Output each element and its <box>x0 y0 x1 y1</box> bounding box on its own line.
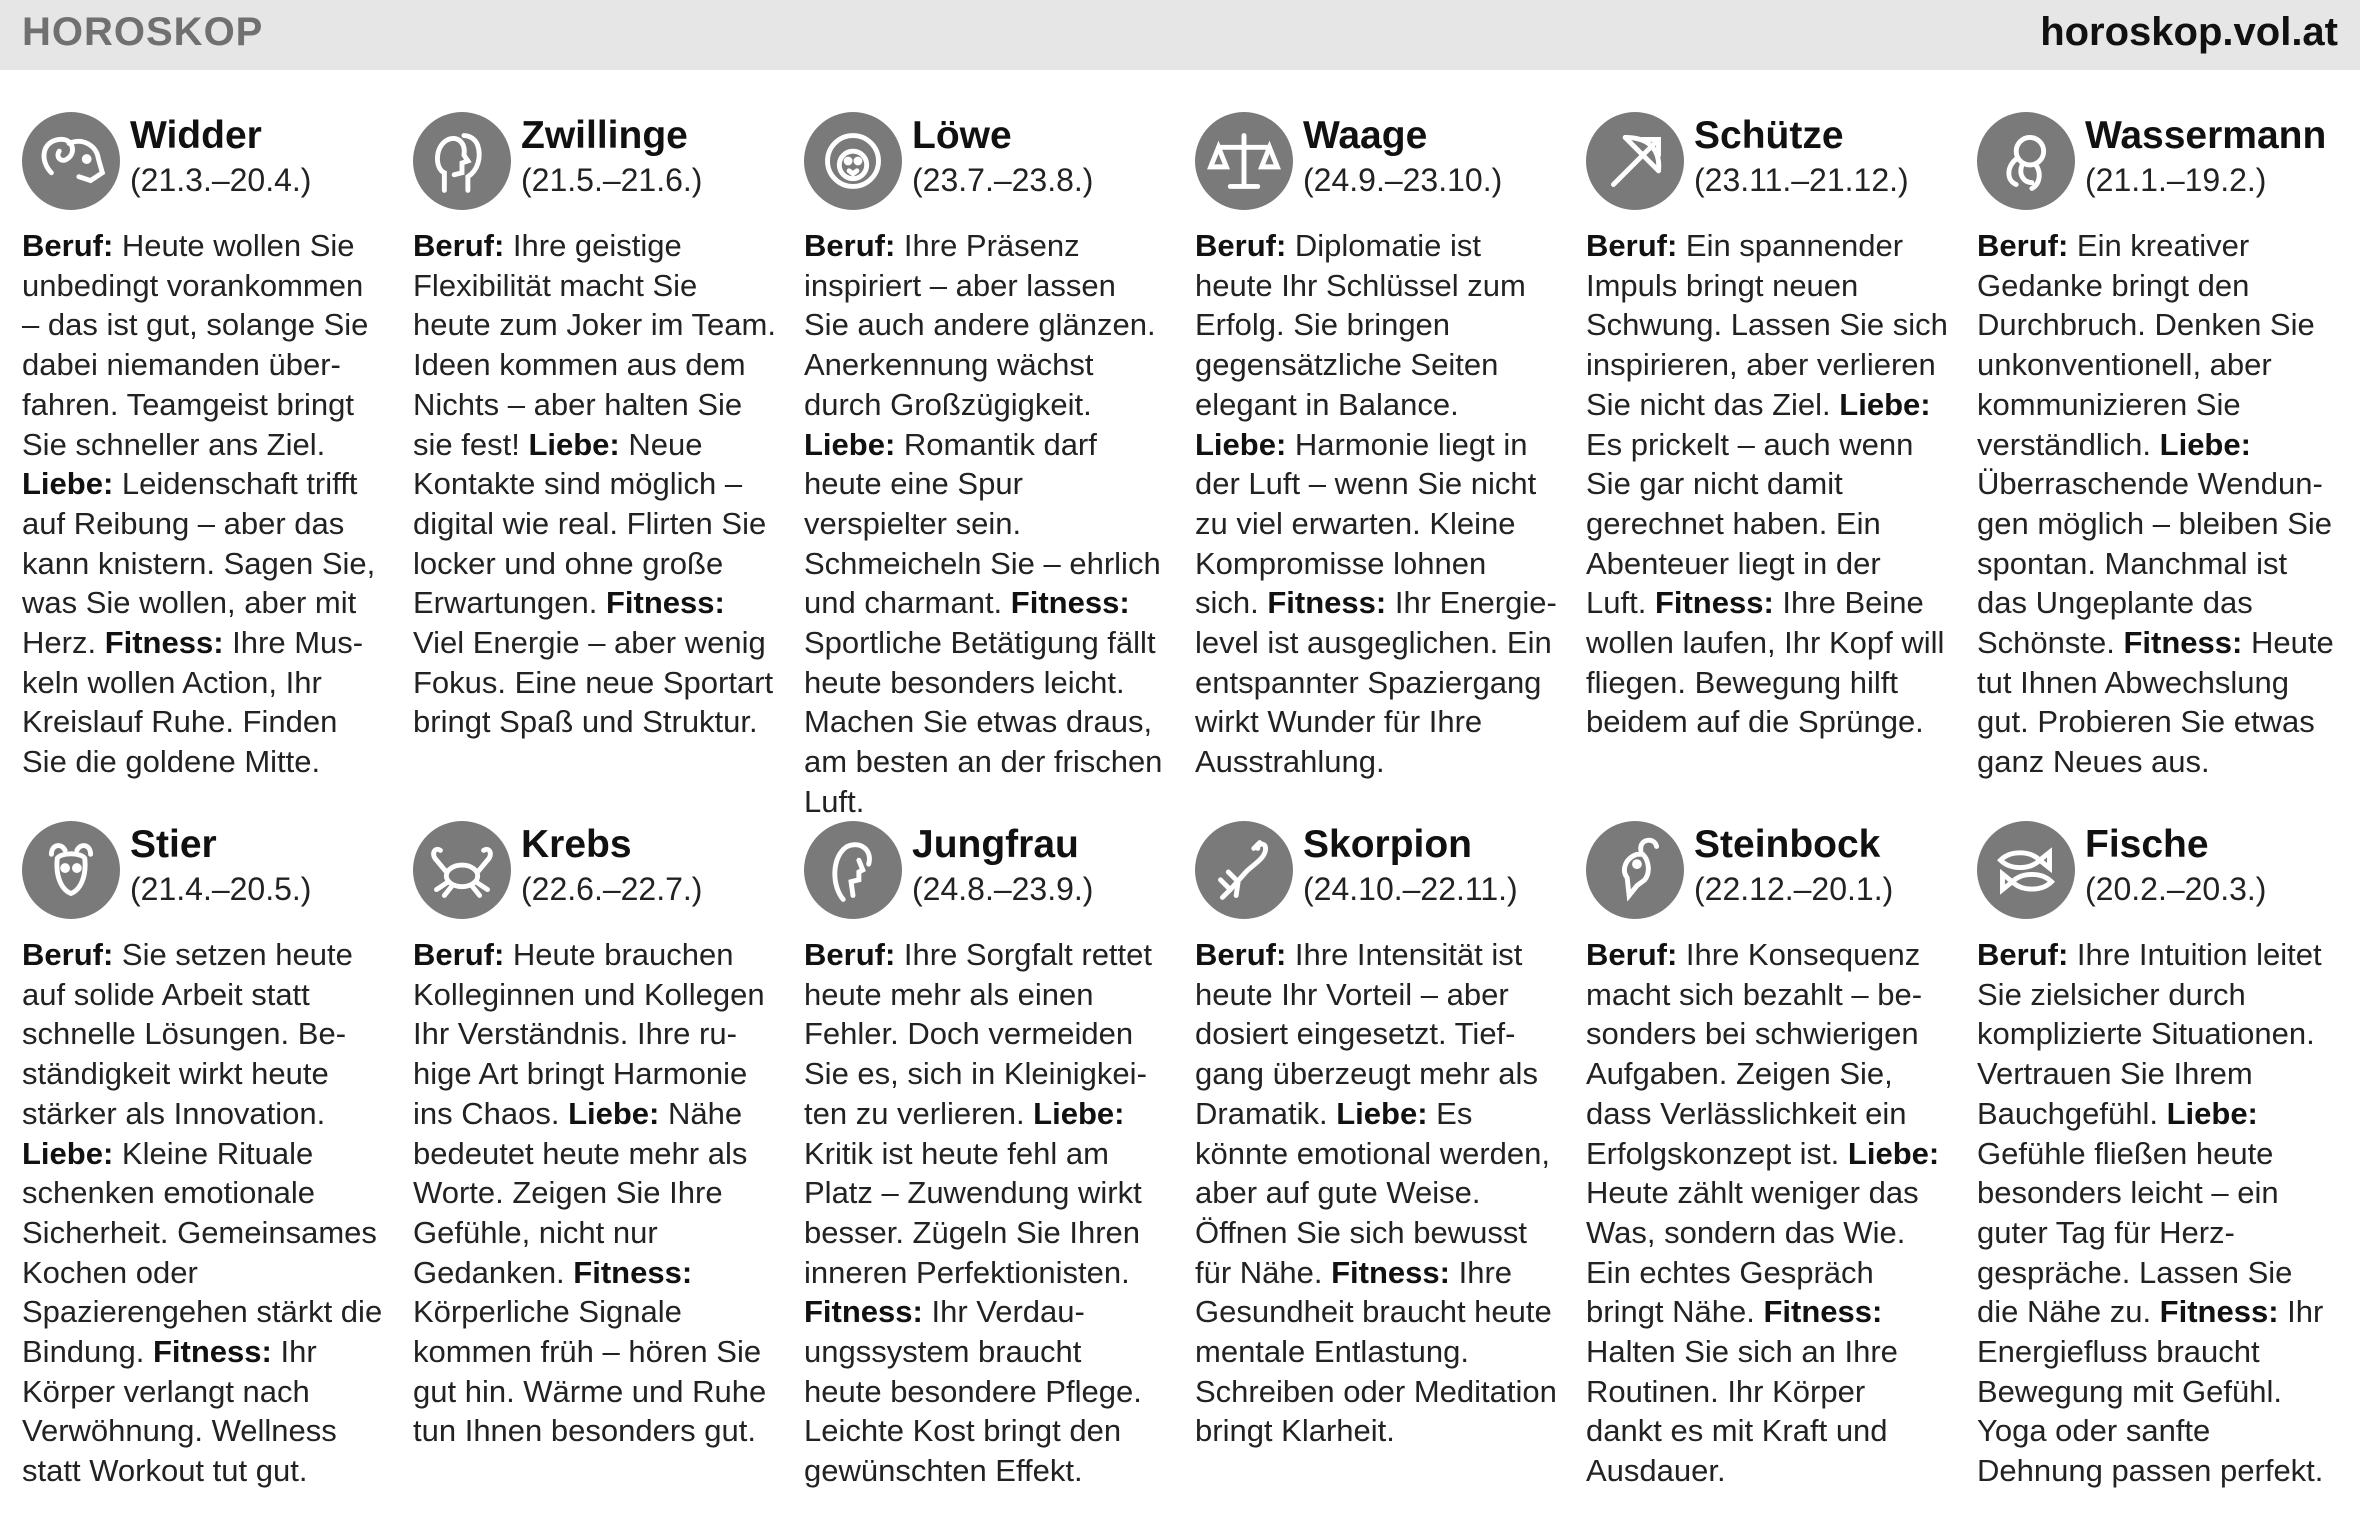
horoscope-text <box>804 226 1167 822</box>
header-bar <box>0 0 2360 70</box>
sign-name: Wassermann <box>2085 114 2327 157</box>
archer-bow-icon <box>1586 112 1684 210</box>
sign-krebs <box>413 817 778 1477</box>
fitness-label: Fitness: <box>573 1254 693 1290</box>
sign-name: Widder <box>130 114 262 157</box>
beruf-label: Beruf: <box>1195 937 1287 972</box>
fitness-label: Fitness: <box>1267 585 1387 621</box>
sign-name: Waage <box>1303 114 1428 157</box>
sign-loewe <box>804 108 1169 819</box>
beruf-label: Beruf: <box>804 937 896 972</box>
sign-header <box>22 817 387 927</box>
fitness-text: Sportliche Betätigung fällt heute besonders leicht. Machen Sie etwas draus, am besten an der frischen Luft. <box>804 625 1163 819</box>
beruf-label: Beruf: <box>1195 228 1287 263</box>
sign-header <box>804 817 1169 927</box>
beruf-text: Heute brauchen Kolleginnen und Kollegen Ihr Verständnis. Ihre ruhige Art bringt Harmonie ins Chaos. <box>413 937 765 1131</box>
scorpion-icon <box>1195 821 1293 919</box>
fitness-label: Fitness: <box>1763 1294 1883 1330</box>
liebe-text: Neue Kontakte sind möglich – digital wie real. Flirten Sie locker und ohne große Erwartungen. <box>413 426 767 621</box>
sign-dates: (22.6.–22.7.) <box>521 871 703 907</box>
liebe-label: Liebe: <box>1839 386 1931 422</box>
liebe-label: Liebe: <box>22 1135 114 1171</box>
virgin-icon <box>804 821 902 919</box>
liebe-label: Liebe: <box>1336 1095 1428 1131</box>
beruf-label: Beruf: <box>1586 937 1678 972</box>
sign-header <box>413 817 778 927</box>
sign-header <box>22 108 387 218</box>
beruf-label: Beruf: <box>22 937 114 972</box>
liebe-text: Harmonie liegt in der Luft – wenn Sie nicht zu viel erwarten. Kleine Kompromisse lohnen sich. <box>1195 426 1537 621</box>
sign-dates: (24.8.–23.9.) <box>912 871 1094 907</box>
horoscope-text <box>1586 226 1949 742</box>
sign-dates: (23.11.–21.12.) <box>1694 162 1909 198</box>
beruf-text: Ihre geistige Flexibilität macht Sie heute zum Joker im Team. Ideen kommen aus dem Nichts – aber halten Sie sie fest! <box>413 228 776 462</box>
liebe-text: Kleine Rituale schenken emotionale Sicherheit. Gemeinsames Kochen oder Spazierengehen stärkt die Bindung. <box>22 1135 383 1370</box>
beruf-text: Ihre Intensität ist heute Ihr Vorteil – aber dosiert eingesetzt. Tiefgang überzeugt mehr als Dramatik. <box>1195 937 1538 1131</box>
beruf-text: Ihre Konsequenz macht sich bezahlt – besonders bei schwierigen Aufgaben. Zeigen Sie, dass Verlässlichkeit ein Erfolgskonzept ist. <box>1586 937 1923 1171</box>
beruf-label: Beruf: <box>1586 228 1678 263</box>
fitness-label: Fitness: <box>1331 1254 1450 1290</box>
sign-name: Skorpion <box>1303 823 1473 866</box>
sign-dates: (24.10.–22.11.) <box>1303 871 1518 907</box>
sign-header <box>804 108 1169 218</box>
sign-header <box>413 108 778 218</box>
horoscope-text <box>1195 226 1558 782</box>
horoscope-text <box>413 935 776 1451</box>
crab-icon <box>413 821 511 919</box>
horoscope-text <box>1195 935 1558 1451</box>
fitness-label: Fitness: <box>2159 1294 2279 1330</box>
sign-stier <box>22 817 387 1489</box>
sign-name: Fische <box>2085 823 2209 866</box>
beruf-label: Beruf: <box>804 228 896 263</box>
sign-dates: (21.4.–20.5.) <box>130 871 312 907</box>
liebe-label: Liebe: <box>1033 1095 1125 1131</box>
sign-header <box>1586 108 1951 218</box>
liebe-label: Liebe: <box>528 426 620 462</box>
liebe-label: Liebe: <box>1195 426 1287 462</box>
bull-icon <box>22 821 120 919</box>
liebe-label: Liebe: <box>568 1095 660 1131</box>
beruf-text: Ein kreativer Gedanke bringt den Durchbruch. Denken Sie unkonventionell, aber kommunizieren Sie verständlich. <box>1977 228 2315 462</box>
sign-steinbock <box>1586 817 1951 1489</box>
sign-skorpion <box>1195 817 1560 1477</box>
goat-icon <box>1586 821 1684 919</box>
liebe-text: Romantik darf heute eine Spur verspielter sein. Schmeicheln Sie – ehrlich und charmant. <box>804 426 1161 621</box>
beruf-label: Beruf: <box>1977 937 2069 972</box>
sign-widder <box>22 108 387 780</box>
sign-name: Jungfrau <box>912 823 1079 866</box>
sign-name: Schütze <box>1694 114 1844 157</box>
beruf-text: Ihre Intuition leitet Sie zielsicher durch komplizierte Situationen. Vertrauen Sie Ihrem Bauchgefühl. <box>1977 937 2322 1131</box>
beruf-label: Beruf: <box>413 937 505 972</box>
sign-header <box>1977 108 2342 218</box>
fitness-text: Ihr Energiefluss braucht Bewegung mit Gefühl. Yoga oder sanfte Dehnung passen perfekt. <box>1977 1294 2324 1489</box>
fitness-text: Heute tut Ihnen Abwechslung gut. Probieren Sie etwas ganz Neues aus. <box>1977 625 2334 780</box>
sign-dates: (20.2.–20.3.) <box>2085 871 2267 907</box>
horoscope-text <box>804 935 1167 1491</box>
liebe-label: Liebe: <box>1847 1135 1940 1171</box>
sign-dates: (24.9.–23.10.) <box>1303 162 1503 198</box>
beruf-text: Heute wollen Sie unbedingt vorankommen – das ist gut, solange Sie dabei niemanden überfahren. Teamgeist bringt Sie schneller ans Ziel. <box>22 228 369 462</box>
liebe-text: Überraschende Wendungen möglich – bleiben Sie spontan. Manchmal ist das Ungeplante das Schönste. <box>1977 466 2333 661</box>
beruf-text: Diplomatie ist heute Ihr Schlüssel zum Erfolg. Sie bringen gegensätzliche Seiten elegant in Balance. <box>1195 228 1526 422</box>
fitness-text: Ihr Energielevel ist ausgeglichen. Ein entspannter Spaziergang wirkt Wunder für Ihre Ausstrahlung. <box>1195 585 1557 780</box>
beruf-label: Beruf: <box>1977 228 2069 263</box>
fitness-text: Viel Energie – aber wenig Fokus. Eine neue Sportart bringt Spaß und Struktur. <box>413 625 774 740</box>
beruf-label: Beruf: <box>413 228 505 263</box>
liebe-text: Kritik ist heute fehl am Platz – Zuwendung wirkt besser. Zügeln Sie Ihren inneren Perfektionisten. <box>804 1135 1142 1290</box>
sign-dates: (21.5.–21.6.) <box>521 162 703 198</box>
sign-waage <box>1195 108 1560 780</box>
sign-name: Zwillinge <box>521 114 688 157</box>
fitness-text: Ihre Gesundheit braucht heute mentale Entlastung. Schreiben oder Meditation bringt Klarheit. <box>1195 1254 1557 1449</box>
beruf-text: Sie setzen heute auf solide Arbeit statt schnelle Lösungen. Beständigkeit wirkt heute stärker als Innovation. <box>22 937 353 1131</box>
fitness-text: Körperliche Signale kommen früh – hören Sie gut hin. Wärme und Ruhe tun Ihnen besonders gut. <box>413 1294 767 1449</box>
sign-name: Stier <box>130 823 217 866</box>
ram-icon <box>22 112 120 210</box>
sign-name: Krebs <box>521 823 632 866</box>
sign-dates: (21.3.–20.4.) <box>130 162 312 198</box>
fitness-label: Fitness: <box>1654 585 1774 621</box>
sign-name: Steinbock <box>1694 823 1881 866</box>
sign-header <box>1195 817 1560 927</box>
liebe-text: Nähe bedeutet heute mehr als Worte. Zeigen Sie Ihre Gefühle, nicht nur Gedanken. <box>413 1095 748 1290</box>
sign-jungfrau <box>804 817 1169 1489</box>
fish-icon <box>1977 821 2075 919</box>
fitness-text: Ihr Körper verlangt nach Verwöhnung. Wellness statt Workout tut gut. <box>22 1334 337 1489</box>
liebe-text: Leidenschaft trifft auf Reibung – aber das kann knistern. Sagen Sie, was Sie wollen, aber mit Herz. <box>22 466 376 661</box>
sign-wassermann <box>1977 108 2342 780</box>
twins-icon <box>413 112 511 210</box>
site-url[interactable]: horoskop.vol.at <box>2040 10 2338 54</box>
liebe-label: Liebe: <box>2159 426 2251 462</box>
horoscope-text <box>413 226 776 742</box>
liebe-label: Liebe: <box>22 466 114 502</box>
liebe-label: Liebe: <box>2166 1095 2258 1131</box>
horoscope-text <box>1977 226 2340 782</box>
fitness-text: Ihre Muskeln wollen Action, Ihr Kreislauf Ruhe. Finden Sie die goldene Mitte. <box>22 625 364 780</box>
beruf-text: Ein spannender Impuls bringt neuen Schwung. Lassen Sie sich inspirieren, aber verlieren Sie nicht das Ziel. <box>1586 228 1948 422</box>
water-bearer-icon <box>1977 112 2075 210</box>
sign-header <box>1586 817 1951 927</box>
liebe-text: Es könnte emotional werden, aber auf gute Weise. Öffnen Sie sich bewusst für Nähe. <box>1195 1095 1551 1290</box>
liebe-text: Es prickelt – auch wenn Sie gar nicht damit gerechnet haben. Ein Abenteuer liegt in der Luft. <box>1586 426 1914 621</box>
section-title: HOROSKOP <box>22 10 264 54</box>
horoscope-text <box>1977 935 2340 1491</box>
horoscope-text <box>1586 935 1949 1491</box>
liebe-text: Gefühle fließen heute besonders leicht – ein guter Tag für Herzgespräche. Lassen Sie die Nähe zu. <box>1977 1135 2293 1330</box>
fitness-label: Fitness: <box>1010 585 1130 621</box>
fitness-label: Fitness: <box>104 625 224 661</box>
sign-header <box>1195 108 1560 218</box>
sign-schuetze <box>1586 108 1951 768</box>
beruf-text: Ihre Sorgfalt rettet heute mehr als einen Fehler. Doch vermeiden Sie es, sich in Kleinigkeiten zu verlieren. <box>804 937 1153 1131</box>
scales-icon <box>1195 112 1293 210</box>
sign-dates: (21.1.–19.2.) <box>2085 162 2267 198</box>
fitness-text: Ihr Verdauungssystem braucht heute besondere Pflege. Leichte Kost bringt den gewünschten Effekt. <box>804 1294 1142 1489</box>
horoscope-text <box>22 935 385 1491</box>
sign-dates: (22.12.–20.1.) <box>1694 871 1894 907</box>
sign-zwillinge <box>413 108 778 768</box>
fitness-text: Ihre Beine wollen laufen, Ihr Kopf will fliegen. Bewegung hilft beidem auf die Sprünge. <box>1586 585 1945 740</box>
sign-dates: (23.7.–23.8.) <box>912 162 1094 198</box>
beruf-text: Ihre Präsenz inspiriert – aber lassen Sie auch andere glänzen. Anerkennung wächst durch Großzügigkeit. <box>804 228 1156 422</box>
horoscope-text <box>22 226 385 782</box>
beruf-label: Beruf: <box>22 228 114 263</box>
sign-name: Löwe <box>912 114 1012 157</box>
lion-icon <box>804 112 902 210</box>
fitness-label: Fitness: <box>153 1334 272 1370</box>
sign-header <box>1977 817 2342 927</box>
fitness-label: Fitness: <box>2123 625 2243 661</box>
fitness-label: Fitness: <box>606 585 725 621</box>
liebe-text: Heute zählt weniger das Was, sondern das Wie. Ein echtes Gespräch bringt Nähe. <box>1586 1175 1919 1330</box>
liebe-label: Liebe: <box>804 426 896 462</box>
fitness-text: Halten Sie sich an Ihre Routinen. Ihr Körper dankt es mit Kraft und Ausdauer. <box>1586 1334 1898 1489</box>
sign-fische <box>1977 817 2342 1489</box>
fitness-label: Fitness: <box>804 1294 923 1330</box>
